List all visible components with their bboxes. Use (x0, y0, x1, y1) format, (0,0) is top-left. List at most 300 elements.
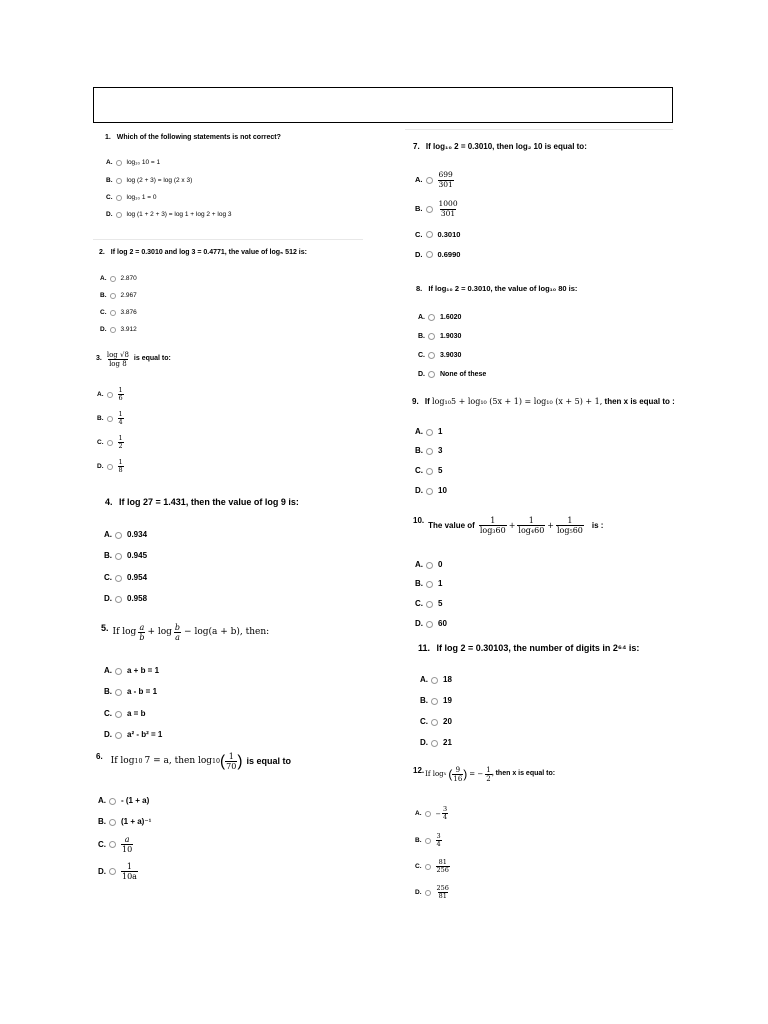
option-letter: A. (420, 675, 428, 684)
option-4a[interactable] (104, 531, 147, 539)
paren-close: ) (463, 766, 468, 781)
fraction-denominator: log₄60 (518, 526, 545, 536)
question-number: 3. (96, 355, 102, 363)
fraction-numerator: 1 (567, 516, 573, 525)
fraction-numerator: 81 (438, 858, 447, 866)
option-letter: C. (418, 352, 425, 359)
fraction-denominator: 301 (440, 208, 456, 218)
option-12c[interactable] (415, 859, 450, 875)
option-value: None of these (440, 371, 487, 378)
option-value: log₁₀ 10 = 1 (126, 159, 161, 166)
fraction-denominator: a (175, 633, 180, 643)
minus-sign: − (435, 809, 441, 818)
option-value: a - b = 1 (127, 687, 158, 696)
question-fraction (106, 351, 130, 368)
option-value: 10 (438, 486, 447, 495)
question-text: is equal to (246, 756, 291, 767)
radio-button[interactable] (426, 601, 433, 608)
option-letter: B. (420, 696, 428, 705)
option-value: 0.934 (127, 530, 148, 539)
paren-open: ( (220, 753, 226, 771)
radio-button[interactable] (109, 841, 116, 848)
option-5a[interactable] (104, 667, 159, 675)
question-text: If log₁₀ 2 = 0.3010, then log₂ 10 is equal to: (425, 142, 587, 151)
option-letter: D. (415, 486, 423, 495)
option-7a[interactable] (415, 171, 454, 189)
math-text: = − (469, 770, 484, 779)
option-2a[interactable] (100, 276, 137, 283)
fraction-denominator: 2 (118, 442, 123, 451)
math-text: 7 = a, then log (144, 756, 213, 767)
question-number: 10. (413, 516, 425, 525)
fraction-numerator: 1 (486, 766, 491, 774)
option-letter: D. (106, 211, 113, 218)
option-value: 0.945 (127, 551, 148, 560)
radio-button[interactable] (110, 293, 116, 299)
option-3c[interactable] (97, 435, 124, 451)
radio-button[interactable] (107, 392, 113, 398)
option-letter: D. (100, 326, 107, 333)
option-letter: D. (97, 462, 104, 470)
question-fraction (556, 516, 584, 535)
math-text: + (508, 520, 516, 530)
radio-button[interactable] (431, 740, 438, 747)
option-11a[interactable] (420, 676, 452, 684)
math-text: If log (112, 627, 137, 638)
option-value: 2.967 (120, 292, 137, 299)
option-value: 5 (438, 599, 443, 608)
radio-button[interactable] (425, 890, 431, 896)
option-letter: C. (104, 573, 112, 582)
divider (405, 129, 673, 130)
radio-button[interactable] (426, 468, 433, 475)
divider (93, 239, 363, 240)
fraction-denominator: 4 (442, 813, 448, 822)
question-number: 4. (105, 497, 113, 507)
fraction-denominator: 16 (453, 775, 463, 784)
radio-button[interactable] (431, 719, 438, 726)
radio-button[interactable] (425, 864, 431, 870)
radio-button[interactable] (426, 562, 433, 569)
option-letter: A. (418, 314, 425, 321)
radio-button[interactable] (115, 711, 122, 718)
option-fraction (438, 200, 459, 218)
option-letter: C. (415, 230, 423, 239)
question-fraction (517, 516, 545, 535)
option-value: log₁₀ 1 = 0 (126, 194, 157, 201)
option-value: 0.954 (127, 573, 148, 582)
option-letter: B. (98, 817, 106, 826)
option-letter: B. (418, 333, 425, 340)
paren-close: ) (237, 753, 243, 771)
fraction-numerator: b (174, 623, 181, 632)
question-2 (99, 249, 307, 258)
option-6a[interactable] (98, 797, 149, 805)
option-letter: C. (106, 194, 113, 201)
option-value: 20 (443, 717, 452, 726)
option-11b[interactable] (420, 697, 452, 705)
question-text: Which of the following statements is not correct? (116, 134, 281, 141)
radio-button[interactable] (116, 195, 122, 201)
log-base: 10 (212, 757, 221, 765)
question-fraction (174, 623, 181, 642)
radio-button[interactable] (431, 677, 438, 684)
question-text: If log 2 = 0.30103, the number of digits in 2⁶⁴ is: (436, 643, 640, 653)
option-value: a = b (127, 709, 146, 718)
option-11c[interactable] (420, 718, 452, 726)
radio-button[interactable] (115, 732, 122, 739)
option-7d[interactable] (415, 251, 460, 259)
radio-button[interactable] (428, 314, 435, 321)
question-number: 11. (418, 643, 431, 653)
option-5c[interactable] (104, 710, 145, 718)
radio-button[interactable] (426, 488, 433, 495)
option-value: 0.958 (127, 594, 148, 603)
option-letter: A. (415, 809, 422, 817)
option-7c[interactable] (415, 231, 460, 239)
option-4b[interactable] (104, 552, 147, 560)
radio-button[interactable] (426, 448, 433, 455)
fraction-numerator: 1 (228, 752, 234, 761)
question-text: If log₁₀ 2 = 0.3010, the value of log₁₀ 80 is: (428, 284, 578, 293)
option-letter: C. (104, 709, 112, 718)
option-10b[interactable] (415, 580, 442, 588)
option-letter: C. (420, 717, 428, 726)
fraction-numerator: 1 (118, 386, 123, 394)
option-letter: B. (415, 579, 423, 588)
option-6d[interactable] (98, 862, 138, 881)
radio-button[interactable] (426, 429, 433, 436)
radio-button[interactable] (116, 160, 122, 166)
question-number: 5. (101, 623, 109, 633)
fraction-numerator: 3 (436, 832, 441, 840)
question-8 (416, 284, 577, 293)
option-letter: B. (97, 414, 104, 422)
fraction-numerator: 1 (126, 862, 133, 871)
option-value: 60 (438, 619, 447, 628)
option-1a[interactable] (106, 160, 160, 167)
option-5b[interactable] (104, 688, 157, 696)
math-text: + log (147, 627, 172, 638)
option-4d[interactable] (104, 595, 147, 603)
option-letter: D. (104, 730, 112, 739)
option-letter: D. (420, 738, 428, 747)
radio-button[interactable] (425, 838, 431, 844)
question-fraction (479, 516, 507, 535)
option-1b[interactable] (106, 178, 192, 185)
option-9a[interactable] (415, 428, 442, 436)
radio-button[interactable] (425, 811, 431, 817)
option-value: a + b = 1 (127, 666, 160, 675)
fraction-denominator: 70 (226, 762, 237, 772)
question-text: If (424, 397, 430, 406)
radio-button[interactable] (110, 276, 116, 282)
question-5 (101, 623, 269, 642)
option-8a[interactable] (418, 314, 461, 321)
radio-button[interactable] (115, 689, 122, 696)
option-value: 3 (438, 446, 443, 455)
option-value: a² - b² = 1 (127, 730, 163, 739)
option-value: 3.9030 (440, 352, 462, 359)
radio-button[interactable] (115, 553, 122, 560)
fraction-numerator: 1 (528, 516, 534, 525)
option-10d[interactable] (415, 620, 447, 628)
option-letter: C. (415, 862, 422, 870)
option-letter: B. (415, 836, 422, 844)
question-number: 9. (412, 397, 419, 406)
option-12d[interactable] (415, 885, 450, 901)
fraction-denominator: 301 (438, 179, 453, 189)
option-2b[interactable] (100, 293, 137, 300)
fraction-denominator: 8 (118, 466, 123, 475)
radio-button[interactable] (428, 333, 435, 340)
question-3 (96, 351, 171, 368)
option-letter: A. (104, 530, 112, 539)
header-title-box (93, 87, 673, 123)
option-value: 21 (443, 738, 452, 747)
radio-button[interactable] (426, 581, 433, 588)
option-6b[interactable] (98, 818, 151, 826)
option-letter: A. (100, 275, 107, 282)
fraction-denominator: log 8 (109, 360, 127, 369)
option-fraction (436, 833, 442, 849)
fraction-denominator: 4 (118, 418, 123, 427)
option-fraction (436, 859, 450, 875)
option-1d[interactable] (106, 212, 231, 219)
paren-open: ( (448, 766, 453, 781)
fraction-numerator: 1 (118, 458, 123, 466)
option-letter: B. (100, 292, 107, 299)
option-letter: A. (104, 666, 112, 675)
radio-button[interactable] (107, 416, 113, 422)
option-fraction (436, 885, 450, 901)
question-11 (418, 643, 639, 654)
fraction-numerator: 256 (436, 884, 449, 892)
radio-button[interactable] (107, 464, 113, 470)
fraction-denominator: 81 (438, 892, 447, 901)
option-12a[interactable] (415, 806, 448, 822)
option-value: log (2 + 3) = log (2 x 3) (126, 177, 193, 184)
option-letter: A. (415, 427, 423, 436)
option-letter: B. (106, 177, 113, 184)
radio-button[interactable] (109, 868, 116, 875)
fraction-denominator: b (139, 633, 145, 643)
option-fraction (121, 835, 133, 854)
option-letter: A. (415, 175, 423, 185)
fraction-numerator: log √8 (106, 351, 129, 359)
question-1 (105, 134, 281, 143)
question-number: 12. (413, 766, 425, 775)
radio-button[interactable] (426, 177, 433, 184)
option-value: 19 (443, 696, 452, 705)
math-text: If log (425, 770, 444, 779)
option-value: 3.876 (120, 309, 137, 316)
question-text: If log 27 = 1.431, then the value of log 9 is: (119, 497, 299, 507)
fraction-denominator: 6 (118, 394, 123, 403)
option-letter: C. (98, 839, 106, 849)
question-text: , then x is equal to: (491, 770, 556, 778)
option-letter: A. (415, 560, 423, 569)
fraction-numerator: 1000 (438, 199, 458, 208)
fraction-denominator: 10 (122, 845, 133, 855)
radio-button[interactable] (109, 798, 116, 805)
option-9c[interactable] (415, 467, 442, 475)
question-number: 7. (413, 142, 420, 151)
question-number: 8. (416, 284, 423, 293)
radio-button[interactable] (116, 212, 122, 218)
question-text: is equal to: (133, 355, 171, 363)
question-number: 6. (96, 752, 103, 761)
math-text: + (547, 520, 554, 530)
option-value: 0.6990 (437, 250, 461, 259)
radio-button[interactable] (431, 698, 438, 705)
option-fraction (118, 459, 124, 475)
radio-button[interactable] (116, 178, 122, 184)
option-letter: B. (104, 687, 112, 696)
option-3d[interactable] (97, 459, 124, 475)
log-base: x (443, 771, 447, 778)
question-number: 1. (105, 134, 111, 141)
option-10a[interactable] (415, 561, 442, 569)
option-fraction (118, 387, 124, 403)
question-10 (413, 516, 603, 535)
option-8b[interactable] (418, 333, 461, 340)
radio-button[interactable] (115, 532, 122, 539)
question-7 (413, 142, 587, 152)
log-base: 10 (134, 757, 143, 765)
question-9 (412, 397, 675, 407)
option-11d[interactable] (420, 739, 452, 747)
option-letter: C. (100, 309, 107, 316)
fraction-denominator: 10a (122, 872, 137, 882)
option-letter: A. (106, 159, 113, 166)
radio-button[interactable] (107, 440, 113, 446)
option-3a[interactable] (97, 387, 124, 403)
radio-button[interactable] (426, 621, 433, 628)
option-2d[interactable] (100, 327, 137, 334)
option-letter: D. (415, 619, 423, 628)
option-letter: C. (415, 599, 423, 608)
option-fraction (121, 862, 138, 881)
option-3b[interactable] (97, 411, 124, 427)
question-text: is : (591, 520, 604, 530)
fraction-numerator: 699 (438, 170, 453, 179)
fraction-denominator: log₃60 (479, 526, 506, 536)
option-4c[interactable] (104, 574, 147, 582)
fraction-numerator: a (124, 835, 130, 844)
question-12 (413, 766, 555, 783)
question-text: The value of (428, 520, 475, 530)
option-9b[interactable] (415, 447, 442, 455)
radio-button[interactable] (426, 206, 433, 213)
math-text: − log(a + b), then: (184, 627, 270, 638)
option-8c[interactable] (418, 352, 461, 359)
option-value: 1.6020 (440, 314, 462, 321)
option-value: - (1 + a) (121, 796, 150, 805)
question-6 (96, 752, 291, 771)
option-letter: C. (415, 466, 423, 475)
option-letter: D. (415, 888, 422, 896)
question-number: 2. (99, 249, 105, 256)
question-fraction (138, 623, 145, 642)
option-value: 0.3010 (437, 230, 461, 239)
option-1c[interactable] (106, 195, 157, 202)
question-text: If log 2 = 0.3010 and log 3 = 0.4771, the value of log₅ 512 is: (110, 249, 307, 256)
radio-button[interactable] (110, 327, 116, 333)
question-fraction (225, 752, 237, 771)
option-value: 18 (443, 675, 452, 684)
option-value: 1 (438, 579, 443, 588)
option-letter: D. (415, 250, 423, 259)
option-5d[interactable] (104, 731, 162, 739)
radio-button[interactable] (115, 668, 122, 675)
radio-button[interactable] (115, 575, 122, 582)
option-letter: B. (104, 551, 112, 560)
fraction-numerator: 1 (490, 516, 496, 525)
option-fraction (118, 411, 124, 427)
fraction-denominator: 4 (436, 840, 441, 849)
math-text: If log (110, 756, 135, 767)
option-letter: B. (415, 446, 423, 455)
option-value: 0 (438, 560, 443, 569)
option-value: 1 (438, 427, 443, 436)
radio-button[interactable] (428, 352, 435, 359)
option-letter: D. (104, 594, 112, 603)
option-letter: C. (97, 438, 104, 446)
option-fraction (118, 435, 124, 451)
option-2c[interactable] (100, 310, 137, 317)
fraction-numerator: a (139, 623, 145, 632)
question-text: then x is equal to : (604, 397, 675, 406)
question-fraction (452, 766, 463, 783)
option-value: (1 + a)⁻¹ (121, 817, 152, 826)
radio-button[interactable] (426, 231, 433, 238)
option-value: log (1 + 2 + 3) = log 1 + log 2 + log 3 (126, 211, 232, 218)
radio-button[interactable] (428, 371, 435, 378)
radio-button[interactable] (110, 310, 116, 316)
option-letter: D. (418, 371, 425, 378)
option-value: 5 (438, 466, 443, 475)
option-7b[interactable] (415, 200, 459, 218)
question-4 (105, 497, 299, 508)
fraction-numerator: 1 (118, 410, 123, 418)
fraction-denominator: 2 (486, 775, 491, 784)
option-value: 2.870 (120, 275, 137, 282)
option-fraction (442, 806, 448, 822)
radio-button[interactable] (115, 596, 122, 603)
option-letter: D. (98, 866, 106, 876)
option-9d[interactable] (415, 487, 447, 495)
option-6c[interactable] (98, 835, 133, 854)
radio-button[interactable] (426, 251, 433, 258)
option-letter: A. (97, 390, 104, 398)
fraction-numerator: 9 (455, 766, 461, 774)
option-letter: A. (98, 796, 106, 805)
option-value: 1.9030 (440, 333, 462, 340)
fraction-numerator: 1 (118, 434, 123, 442)
option-value: 3.912 (120, 326, 137, 333)
fraction-denominator: log₅60 (557, 526, 583, 536)
option-10c[interactable] (415, 600, 442, 608)
option-letter: B. (415, 204, 423, 214)
math-expression: log₁₀5 + log₁₀ (5x + 1) = log₁₀ (x + 5) + 1, (432, 397, 603, 406)
fraction-numerator: 3 (442, 805, 448, 813)
fraction-denominator: 256 (436, 866, 449, 875)
option-12b[interactable] (415, 833, 442, 849)
option-8d[interactable] (418, 371, 486, 378)
radio-button[interactable] (109, 819, 116, 826)
option-fraction (438, 171, 454, 189)
